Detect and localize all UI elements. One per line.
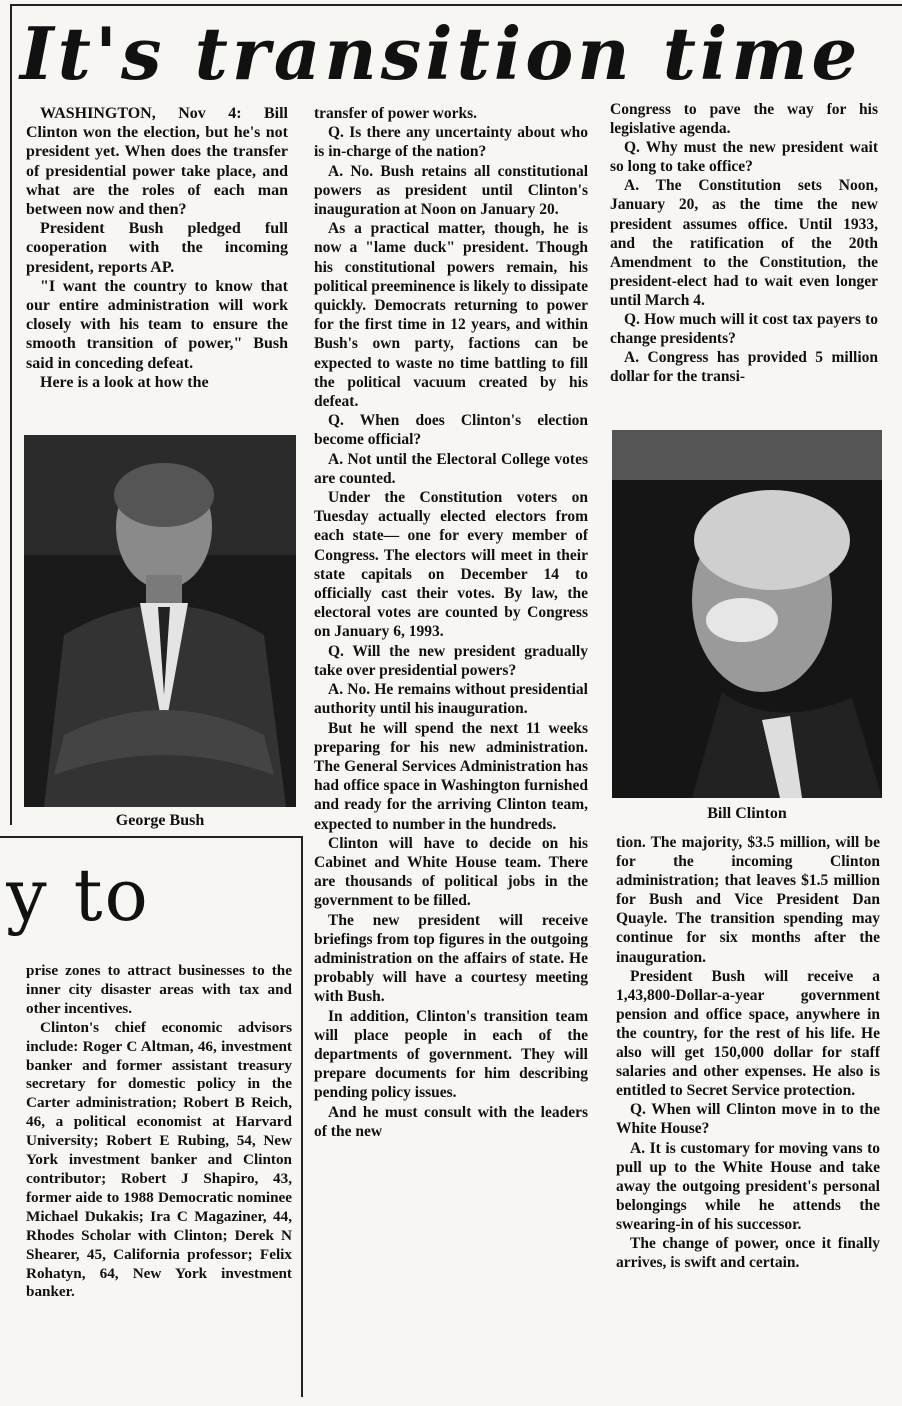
adjacent-article-paragraph: prise zones to attract businesses to the inner city disaster areas with tax and other incentives. — [26, 962, 292, 1017]
column-3-paragraph: A. The Constitution sets Noon, January 20, as the time the new president assumes office. Until 1933, and the ratification of the 20th Amendment to the Constitution, the president-elect had to wait even longer until March 4. — [610, 177, 878, 309]
column-2-paragraph: The new president will receive briefings from top figures in the outgoing administration on the affairs of state. He probably will have a courtesy meeting with Bush. — [314, 911, 588, 1006]
sidebar-top-rule — [0, 836, 303, 838]
column-2-paragraph: Under the Constitution voters on Tuesday actually elected electors from each state— one for every member of Congress. The electors will meet in their state capitals on December 14 to officially cast their votes. By law, the electoral votes are counted by Congress on January 6, 1993. — [314, 489, 588, 641]
column-3-paragraph: A. Congress has provided 5 million dollar for the transi- — [610, 349, 878, 386]
column-2-paragraph: But he will spend the next 11 weeks preparing for his new administration. The General Services Administration has had office space in Washington furnished and ready for the arriving Clinton team, expected to number in the hundreds. — [314, 719, 588, 833]
column-2-text — [314, 104, 588, 1396]
column-1-paragraph: President Bush pledged full cooperation with the incoming president, reports AP. — [26, 220, 288, 276]
column-3-paragraph: Q. How much will it cost tax payers to change presidents? — [610, 311, 878, 348]
column-1-text — [26, 104, 288, 432]
headline: It's transition time — [20, 11, 862, 96]
column-2-paragraph: And he must consult with the leaders of the new — [314, 1103, 588, 1140]
column-2-paragraph: Q. When does Clinton's election become official? — [314, 412, 588, 449]
adjacent-article-text — [26, 962, 292, 1398]
column-2-paragraph: A. No. Bush retains all constitutional powers as president until Clinton's inauguration at Noon on January 20. — [314, 162, 588, 219]
column-1-paragraph: "I want the country to know that our entire administration will work closely with his team to ensure the smooth transition of power," Bush said in conceding defeat. — [26, 277, 288, 372]
column-2-paragraph: In addition, Clinton's transition team will place people in each of the departments of government. They will prepare documents for him describing pending policy issues. — [314, 1007, 588, 1102]
bush-photo-caption: George Bush — [115, 812, 205, 829]
column-2-paragraph: A. Not until the Electoral College votes are counted. — [314, 450, 588, 487]
column-1-paragraph: WASHINGTON, Nov 4: Bill Clinton won the election, but he's not president yet. When does the transfer of presidential power take place, and what are the roles of each man between now and then? — [26, 105, 288, 219]
column-3-paragraph: Congress to pave the way for his legislative agenda. — [610, 101, 878, 138]
column-2-paragraph: Clinton will have to decide on his Cabinet and White House team. There are thousands of political jobs in the government to be filled. — [314, 834, 588, 910]
column-2-paragraph: transfer of power works. — [314, 105, 478, 122]
adjacent-article-headline: y to — [6, 853, 150, 937]
clinton-photo-caption: Bill Clinton — [707, 805, 787, 822]
column-3-paragraph: Q. Why must the new president wait so long to take office? — [610, 139, 878, 176]
column-2-paragraph: Q. Will the new president gradually take over presidential powers? — [314, 642, 588, 679]
column-2-paragraph: As a practical matter, though, he is now a "lame duck" president. Though his constitutional powers remain, his political preeminence is likely to dissipate quickly. Democrats returning to power for the first time in 12 years, and within Bush's own party, factions can be expected to waste no time battling to fill the political vacuum created by his defeat. — [314, 220, 588, 411]
george-bush-photo — [24, 435, 296, 807]
column-2-paragraph: A. No. He remains without presidential authority until his inauguration. — [314, 681, 588, 718]
left-column-rule — [10, 5, 12, 825]
column-3-paragraph: President Bush will receive a 1,43,800-Dollar-a-year government pension and office space, anywhere in the country, for the rest of his life. He also will get 150,000 dollar for staff salaries and other expenses. He also is entitled to Secret Service protection. — [616, 967, 880, 1100]
bill-clinton-photo — [612, 430, 882, 798]
column-3-paragraph: A. It is customary for moving vans to pull up to the White House and take away the outgoing president's personal belongings while he attends the swearing-in of his successor. — [616, 1139, 880, 1233]
column-3-paragraph: Q. When will Clinton move in to the White House? — [616, 1101, 880, 1138]
column-3-bottom-text — [616, 833, 880, 1381]
top-rule — [10, 4, 902, 6]
column-3-paragraph: tion. The majority, $3.5 million, will be for the incoming Clinton administration; that leaves $1.5 million for Bush and Vice President Dan Quayle. The transition spending may continue for six months after the inauguration. — [616, 834, 880, 966]
column-2-paragraph: Q. Is there any uncertainty about who is in-charge of the nation? — [314, 124, 588, 161]
column-3-top-text — [610, 100, 878, 424]
bush-portrait-image — [24, 435, 296, 807]
column-3-paragraph: The change of power, once it finally arrives, is swift and certain. — [616, 1234, 880, 1272]
column-1-paragraph: Here is a look at how the — [40, 373, 209, 391]
clinton-portrait-image — [612, 430, 882, 798]
adjacent-article-paragraph: Clinton's chief economic advisors include: Roger C Altman, 46, investment banker and former assistant treasury secretary for domestic policy in the Carter administration; Robert B Reich, 46, a political economist at Harvard University; Robert E Rubing, 54, New York investment banker and Clinton contributor; Robert J Shapiro, 43, former aide to 1988 Democratic nominee Michael Dukakis; Ira C Magaziner, 44, Rhodes Scholar with Clinton; Derek N Shearer, 45, California professor; Felix Rohatyn, 64, New York investment banker. — [26, 1018, 292, 1301]
